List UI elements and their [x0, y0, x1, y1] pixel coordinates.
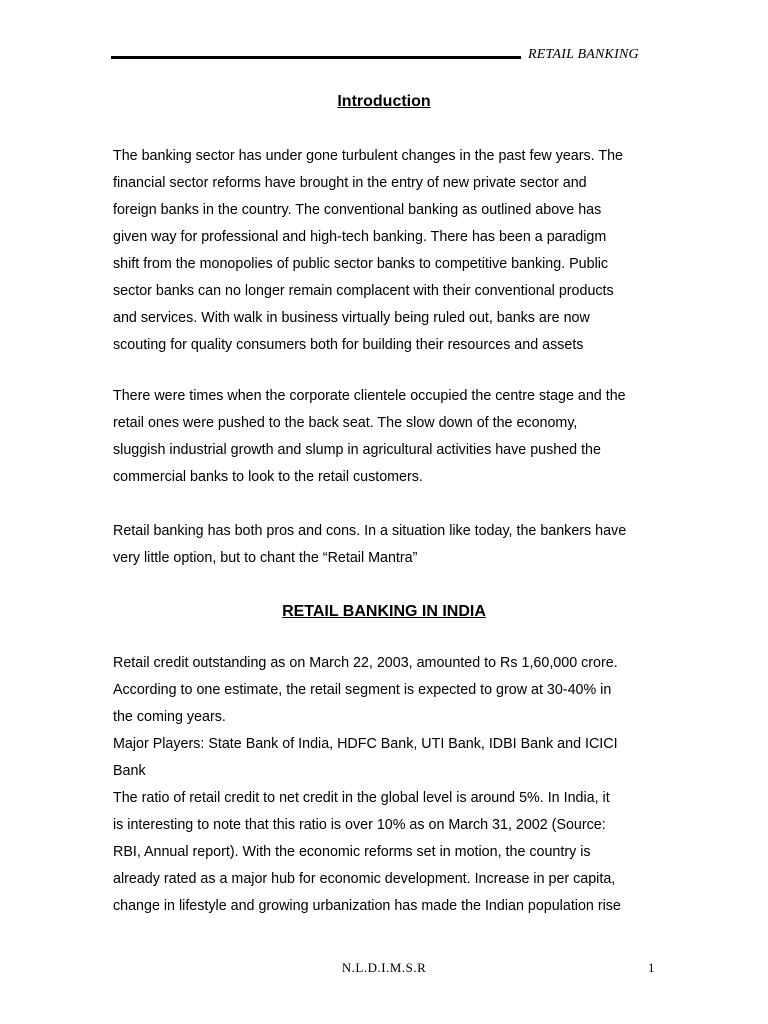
paragraph-3 [113, 518, 658, 572]
paragraph-line: retail ones were pushed to the back seat. The slow down of the economy, [113, 415, 578, 431]
paragraph-line: Retail credit outstanding as on March 22, 2003, amounted to Rs 1,60,000 crore. [113, 655, 618, 671]
paragraph-1 [113, 143, 658, 359]
paragraph-line: According to one estimate, the retail segment is expected to grow at 30-40% in [113, 682, 612, 698]
paragraph-line: very little option, but to chant the “Retail Mantra” [113, 550, 418, 566]
paragraph-line: Major Players: State Bank of India, HDFC Bank, UTI Bank, IDBI Bank and ICICI [113, 736, 618, 752]
paragraph-line: scouting for quality consumers both for building their resources and assets [113, 337, 584, 353]
paragraph-line: is interesting to note that this ratio is over 10% as on March 31, 2002 (Source: [113, 817, 606, 833]
section-heading-retail-banking-india: RETAIL BANKING IN INDIA [282, 603, 486, 620]
paragraph-line: financial sector reforms have brought in the entry of new private sector and [113, 175, 587, 191]
paragraph-line: The ratio of retail credit to net credit in the global level is around 5%. In India, it [113, 790, 610, 806]
paragraph-line: sluggish industrial growth and slump in agricultural activities have pushed the [113, 442, 601, 458]
footer-institution: N.L.D.I.M.S.R [341, 960, 427, 975]
footer-page-number: 1 [648, 960, 655, 975]
header-rule [111, 56, 521, 59]
paragraph-line: shift from the monopolies of public sector banks to competitive banking. Public [113, 256, 609, 272]
paragraph-line: Retail banking has both pros and cons. In a situation like today, the bankers have [113, 523, 627, 539]
paragraph-4 [113, 650, 658, 920]
paragraph-line: change in lifestyle and growing urbanization has made the Indian population rise [113, 898, 621, 914]
paragraph-line: and services. With walk in business virtually being ruled out, banks are now [113, 310, 590, 326]
paragraph-line: already rated as a major hub for economic development. Increase in per capita, [113, 871, 616, 887]
paragraph-line: commercial banks to look to the retail customers. [113, 469, 423, 485]
paragraph-line: foreign banks in the country. The conventional banking as outlined above has [113, 202, 602, 218]
paragraph-line: sector banks can no longer remain complacent with their conventional products [113, 283, 614, 299]
paragraph-line: the coming years. [113, 709, 226, 725]
paragraph-line: There were times when the corporate clientele occupied the centre stage and the [113, 388, 626, 404]
paragraph-line: Bank [113, 763, 146, 779]
paragraph-line: given way for professional and high-tech banking. There has been a paradigm [113, 229, 607, 245]
paragraph-line: RBI, Annual report). With the economic reforms set in motion, the country is [113, 844, 591, 860]
paragraph-2 [113, 383, 658, 491]
section-heading-introduction: Introduction [337, 93, 431, 110]
running-header-title: RETAIL BANKING [528, 47, 639, 62]
paragraph-line: The banking sector has under gone turbulent changes in the past few years. The [113, 148, 623, 164]
